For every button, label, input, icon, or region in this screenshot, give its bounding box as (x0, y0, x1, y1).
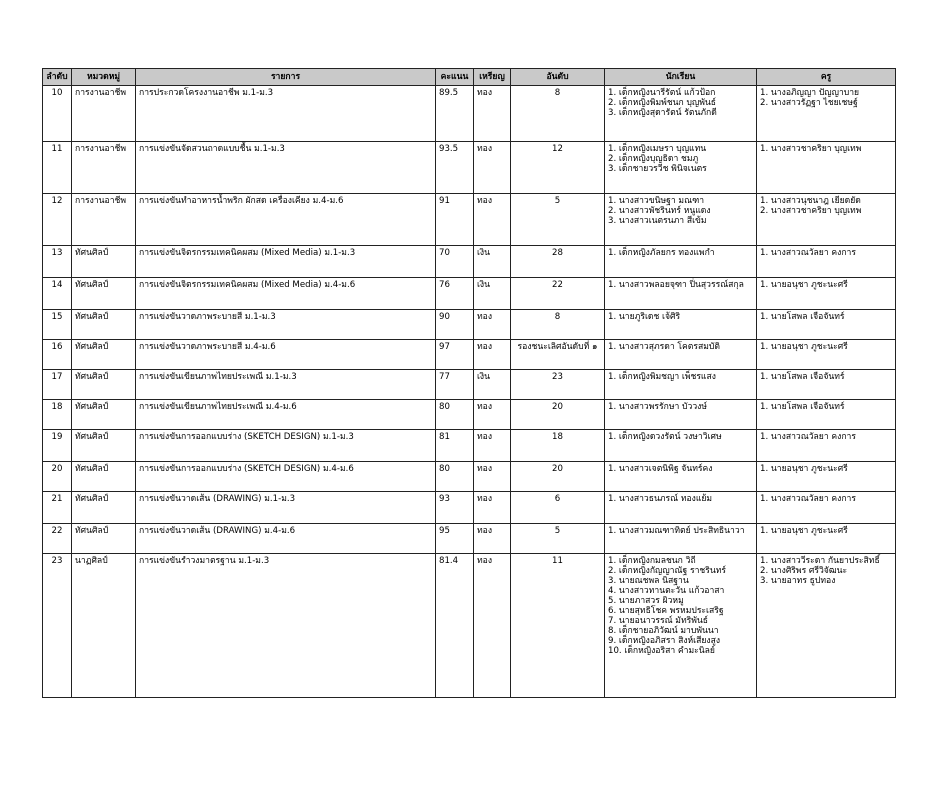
student-name: 3. นางสาวเนตรนภา สีเข้ม (608, 216, 707, 226)
cell-item: การแข่งขันการออกแบบร่าง (SKETCH DESIGN) ม.4-ม.6 (136, 462, 436, 492)
table-row (43, 340, 896, 370)
teachers-list (760, 526, 892, 536)
cell-students (605, 246, 757, 278)
cell-score: 90 (436, 310, 474, 340)
cell-no: 11 (43, 142, 72, 194)
cell-teachers (757, 142, 896, 194)
header-rank: อันดับ (511, 69, 605, 86)
student-name: 1. เด็กหญิงดวงรัตน์ วงษาวิเศษ (608, 432, 722, 442)
table-row (43, 310, 896, 340)
student-name: 3. นายณชพล นิสฐาน (608, 576, 689, 586)
cell-students (605, 400, 757, 430)
cell-rank: 20 (511, 462, 605, 492)
cell-category: ทัศนศิลป์ (72, 462, 136, 492)
cell-no: 22 (43, 524, 72, 554)
student-name: 2. เด็กหญิงกัญญาณัฐ ราชรินทร์ (608, 566, 727, 576)
cell-medal: ทอง (474, 142, 511, 194)
cell-item: การแข่งขันเขียนภาพไทยประเพณี ม.1-ม.3 (136, 370, 436, 400)
cell-no: 13 (43, 246, 72, 278)
teacher-name: 1. นายอนุชา ภูชะนะศรี (760, 280, 848, 290)
header-no: ลำดับ (43, 69, 72, 86)
student-name: 3. เด็กชายวรวีช พินิจเนตร (608, 164, 707, 174)
cell-item: การแข่งขันจิตรกรรมเทคนิคผสม (Mixed Media) ม.1-ม.3 (136, 246, 436, 278)
table-row (43, 430, 896, 462)
cell-no: 16 (43, 340, 72, 370)
cell-item: การแข่งขันจิตรกรรมเทคนิคผสม (Mixed Media) ม.4-ม.6 (136, 278, 436, 310)
cell-teachers (757, 400, 896, 430)
teachers-list (760, 432, 892, 442)
cell-score: 76 (436, 278, 474, 310)
cell-students (605, 370, 757, 400)
cell-medal: ทอง (474, 310, 511, 340)
teacher-name: 2. นางสาวรัฏฐา ไชยเชษฐ์ (760, 98, 858, 108)
teachers-list (760, 372, 892, 382)
cell-teachers (757, 340, 896, 370)
teachers-list (760, 342, 892, 352)
cell-no: 15 (43, 310, 72, 340)
students-list (608, 494, 753, 504)
students-list (608, 312, 753, 322)
cell-rank: 18 (511, 430, 605, 462)
student-name: 9. เด็กหญิงอภิสรา สิงห์เสียงสูง (608, 636, 721, 646)
cell-category: ทัศนศิลป์ (72, 278, 136, 310)
student-name: 6. นายสุทธิโชค พรหมประเสริฐ (608, 606, 724, 616)
teacher-name: 1. นางสาวณวัลยา คงการ (760, 432, 856, 442)
teacher-name: 2. นางศิริพร ศรีวิจัฒนะ (760, 566, 848, 576)
teachers-list (760, 88, 892, 108)
table-row (43, 492, 896, 524)
header-category: หมวดหมู่ (72, 69, 136, 86)
cell-category: ทัศนศิลป์ (72, 310, 136, 340)
cell-no: 18 (43, 400, 72, 430)
students-list (608, 342, 753, 352)
cell-no: 17 (43, 370, 72, 400)
teachers-list (760, 464, 892, 474)
cell-medal: ทอง (474, 400, 511, 430)
cell-item: การแข่งขันจัดสวนถาดแบบชื้น ม.1-ม.3 (136, 142, 436, 194)
cell-category: การงานอาชีพ (72, 86, 136, 142)
student-name: 1. นางสาวเจตนิพิฐ จันทร์คง (608, 464, 713, 474)
cell-rank: 20 (511, 400, 605, 430)
cell-students (605, 142, 757, 194)
cell-medal: ทอง (474, 340, 511, 370)
teachers-list (760, 280, 892, 290)
results-table (42, 68, 896, 698)
student-name: 5. นายภาสวร ผิวหมู (608, 596, 684, 606)
student-name: 1. นางสาวมณฑาทิตย์ ประสิทธินาวา (608, 526, 745, 536)
cell-rank: 11 (511, 554, 605, 698)
cell-no: 10 (43, 86, 72, 142)
cell-rank: 8 (511, 86, 605, 142)
cell-item: การแข่งขันการออกแบบร่าง (SKETCH DESIGN) ม.1-ม.3 (136, 430, 436, 462)
cell-score: 93.5 (436, 142, 474, 194)
student-name: 1. นางสาวพรรักษา บัววงษ์ (608, 402, 708, 412)
table-row (43, 278, 896, 310)
cell-no: 19 (43, 430, 72, 462)
cell-item: การแข่งขันรำวงมาตรฐาน ม.1-ม.3 (136, 554, 436, 698)
student-name: 3. เด็กหญิงสุดารัตน์ รัตนภักดี (608, 108, 717, 118)
cell-score: 89.5 (436, 86, 474, 142)
cell-rank: 12 (511, 142, 605, 194)
cell-students (605, 462, 757, 492)
cell-medal: ทอง (474, 524, 511, 554)
cell-item: การแข่งขันทำอาหารน้ำพริก ผักสด เครื่องเคียง ม.4-ม.6 (136, 194, 436, 246)
students-list (608, 432, 753, 442)
student-name: 1. นางสาวขนิษฐา มณฑา (608, 196, 705, 206)
student-name: 1. เด็กหญิงพิมชญา เพ็ชรแสง (608, 372, 716, 382)
teacher-name: 1. นางอภิญญา ปัญญาบาย (760, 88, 860, 98)
teacher-name: 1. นางสาวชาคริยา บุญเทพ (760, 144, 862, 154)
cell-rank: 23 (511, 370, 605, 400)
cell-teachers (757, 524, 896, 554)
cell-rank: 5 (511, 524, 605, 554)
cell-category: ทัศนศิลป์ (72, 246, 136, 278)
teacher-name: 1. นายโสพล เจือจันทร์ (760, 312, 845, 322)
cell-teachers (757, 194, 896, 246)
cell-category: การงานอาชีพ (72, 142, 136, 194)
cell-medal: ทอง (474, 86, 511, 142)
student-name: 1. เด็กหญิงเมษรา บุญแทน (608, 144, 707, 154)
cell-category: ทัศนศิลป์ (72, 370, 136, 400)
header-medal: เหรียญ (474, 69, 511, 86)
student-name: 1. นางสาวพลอยจุฑา ปิ่นสุวรรณ์สกุล (608, 280, 744, 290)
student-name: 2. เด็กหญิงบุญธิดา ชมภู (608, 154, 699, 164)
student-name: 1. เด็กหญิงภัลยกร ทองแพกำ (608, 248, 715, 258)
header-item: รายการ (136, 69, 436, 86)
cell-no: 23 (43, 554, 72, 698)
cell-item: การประกวดโครงงานอาชีพ ม.1-ม.3 (136, 86, 436, 142)
teachers-list (760, 144, 892, 154)
cell-category: การงานอาชีพ (72, 194, 136, 246)
teachers-list (760, 556, 892, 586)
teacher-name: 3. นายอาทร ธูปทอง (760, 576, 836, 586)
students-list (608, 556, 753, 656)
cell-rank: 6 (511, 492, 605, 524)
header-teachers: ครู (757, 69, 896, 86)
teacher-name: 1. นายโสพล เจือจันทร์ (760, 402, 845, 412)
cell-category: นาฏศิลป์ (72, 554, 136, 698)
students-list (608, 372, 753, 382)
students-list (608, 88, 753, 118)
student-name: 8. เด็กชายอภิวัฒน์ มาบพันนา (608, 626, 719, 636)
cell-no: 21 (43, 492, 72, 524)
cell-students (605, 278, 757, 310)
cell-score: 70 (436, 246, 474, 278)
cell-score: 91 (436, 194, 474, 246)
cell-teachers (757, 554, 896, 698)
cell-teachers (757, 370, 896, 400)
student-name: 1. เด็กหญิงกมลชนก วิถี (608, 556, 696, 566)
cell-score: 93 (436, 492, 474, 524)
cell-score: 81.4 (436, 554, 474, 698)
students-list (608, 196, 753, 226)
cell-no: 12 (43, 194, 72, 246)
cell-medal: เงิน (474, 246, 511, 278)
table-row (43, 246, 896, 278)
cell-category: ทัศนศิลป์ (72, 400, 136, 430)
teacher-name: 1. นางสาวนุชนาฎ เยียดยัด (760, 196, 861, 206)
students-list (608, 402, 753, 412)
table-row (43, 194, 896, 246)
cell-medal: ทอง (474, 462, 511, 492)
cell-score: 81 (436, 430, 474, 462)
students-list (608, 464, 753, 474)
teacher-name: 1. นางสาววีระดา กันยาประสิทธิ์ (760, 556, 880, 566)
cell-students (605, 340, 757, 370)
student-name: 2. นางสาวพัชรินทร์ หนูแดง (608, 206, 711, 216)
cell-students (605, 430, 757, 462)
teacher-name: 1. นางสาวณวัลยา คงการ (760, 248, 856, 258)
cell-item: การแข่งขันวาดภาพระบายสี ม.1-ม.3 (136, 310, 436, 340)
cell-rank: 22 (511, 278, 605, 310)
cell-score: 97 (436, 340, 474, 370)
cell-score: 80 (436, 400, 474, 430)
cell-score: 95 (436, 524, 474, 554)
teacher-name: 2. นางสาวชาคริยา บุญเทพ (760, 206, 862, 216)
table-row (43, 370, 896, 400)
cell-score: 80 (436, 462, 474, 492)
cell-medal: ทอง (474, 430, 511, 462)
cell-students (605, 194, 757, 246)
cell-students (605, 554, 757, 698)
cell-category: ทัศนศิลป์ (72, 340, 136, 370)
student-name: 1. นางสาวสุภรดา โคตรสมบัติ (608, 342, 720, 352)
student-name: 1. นายภูริเดช เจ้ศิริ (608, 312, 681, 322)
cell-no: 20 (43, 462, 72, 492)
teacher-name: 1. นายโสพล เจือจันทร์ (760, 372, 845, 382)
student-name: 4. นางสาวทานตะวัน แก้วอาสา (608, 586, 725, 596)
teacher-name: 1. นายอนุชา ภูชะนะศรี (760, 464, 848, 474)
student-name: 1. นางสาวธนภรณ์ ทองแย้ม (608, 494, 713, 504)
cell-medal: เงิน (474, 278, 511, 310)
teachers-list (760, 494, 892, 504)
cell-teachers (757, 278, 896, 310)
cell-item: การแข่งขันเขียนภาพไทยประเพณี ม.4-ม.6 (136, 400, 436, 430)
students-list (608, 248, 753, 258)
student-name: 10. เด็กหญิงอริสา คำมะนิลย์ (608, 646, 715, 656)
cell-rank: รองชนะเลิศอันดับที่ ๑ (511, 340, 605, 370)
cell-teachers (757, 462, 896, 492)
teacher-name: 1. นางสาวณวัลยา คงการ (760, 494, 856, 504)
students-list (608, 144, 753, 174)
cell-students (605, 86, 757, 142)
header-score: คะแนน (436, 69, 474, 86)
cell-teachers (757, 310, 896, 340)
cell-students (605, 492, 757, 524)
teachers-list (760, 402, 892, 412)
cell-students (605, 310, 757, 340)
cell-rank: 5 (511, 194, 605, 246)
cell-category: ทัศนศิลป์ (72, 430, 136, 462)
cell-medal: ทอง (474, 554, 511, 698)
cell-no: 14 (43, 278, 72, 310)
cell-teachers (757, 430, 896, 462)
teacher-name: 1. นายอนุชา ภูชะนะศรี (760, 342, 848, 352)
table-body (43, 86, 896, 698)
table-row (43, 86, 896, 142)
teachers-list (760, 312, 892, 322)
table-header-row (43, 69, 896, 86)
table-row (43, 142, 896, 194)
student-name: 7. นายอนาวรรณ์ มัทริพันธ์ (608, 616, 709, 626)
cell-item: การแข่งขันวาดเส้น (DRAWING) ม.1-ม.3 (136, 492, 436, 524)
cell-rank: 8 (511, 310, 605, 340)
cell-teachers (757, 86, 896, 142)
cell-category: ทัศนศิลป์ (72, 492, 136, 524)
teacher-name: 1. นายอนุชา ภูชะนะศรี (760, 526, 848, 536)
cell-medal: ทอง (474, 194, 511, 246)
header-students: นักเรียน (605, 69, 757, 86)
cell-medal: เงิน (474, 370, 511, 400)
cell-students (605, 524, 757, 554)
teachers-list (760, 248, 892, 258)
teachers-list (760, 196, 892, 216)
cell-item: การแข่งขันวาดเส้น (DRAWING) ม.4-ม.6 (136, 524, 436, 554)
students-list (608, 280, 753, 290)
student-name: 2. เด็กหญิงพิมพ์ชนก บุญพันธ์ (608, 98, 717, 108)
cell-item: การแข่งขันวาดภาพระบายสี ม.4-ม.6 (136, 340, 436, 370)
cell-medal: ทอง (474, 492, 511, 524)
table-row (43, 524, 896, 554)
student-name: 1. เด็กหญิงนารีรัตน์ แก้วป้อก (608, 88, 716, 98)
table-row (43, 400, 896, 430)
cell-rank: 28 (511, 246, 605, 278)
cell-category: ทัศนศิลป์ (72, 524, 136, 554)
cell-teachers (757, 246, 896, 278)
table-row (43, 554, 896, 698)
cell-teachers (757, 492, 896, 524)
students-list (608, 526, 753, 536)
table-row (43, 462, 896, 492)
cell-score: 77 (436, 370, 474, 400)
